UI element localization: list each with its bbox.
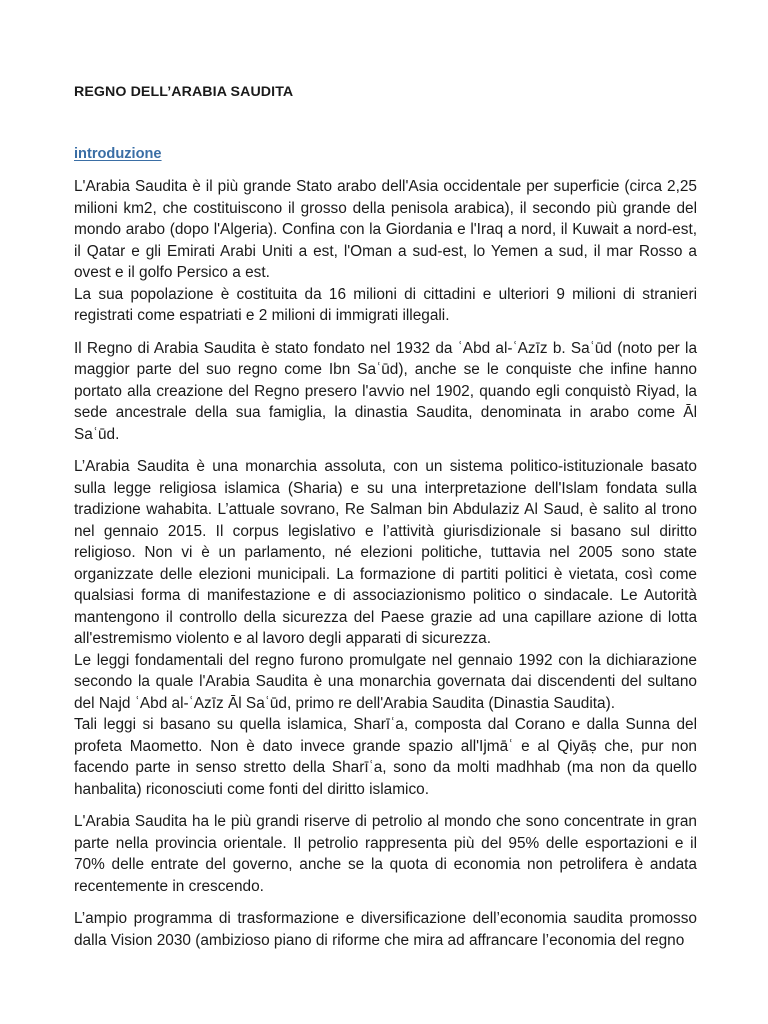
paragraph: L'Arabia Saudita ha le più grandi riserve di petrolio al mondo che sono concentrate in gran parte nella provincia orientale. Il petrolio rappresenta più del 95% delle esportazioni e il 70% delle entrate del governo, anche se la quota di economia non petrolifera è andata recentemente in crescendo. [74, 813, 697, 895]
paragraph: L’ampio programma di trasformazione e diversificazione dell’economia saudita promosso dalla Vision 2030 (ambizioso piano di riforme che mira ad affrancare l’economia del regno [74, 910, 697, 949]
paragraph: L'Arabia Saudita è il più grande Stato arabo dell'Asia occidentale per superficie (circa 2,25 milioni km2, che costituiscono il grosso della penisola arabica), il secondo più grande del mondo arabo (dopo l'Algeria). Confina con la Giordania e l'Iraq a nord, il Kuwait a nord-est, il Qatar e gli Emirati Arabi Uniti a est, l'Oman a sud-est, lo Yemen a sud, il mar Rosso a ovest e il golfo Persico a est. [74, 178, 697, 281]
section-heading-introduzione: introduzione [74, 145, 162, 162]
paragraph-block-4 [74, 811, 697, 897]
paragraph: Tali leggi si basano su quella islamica, Sharīʿa, composta dal Corano e dalla Sunna del profeta Maometto. Non è dato invece grande spazio all'Ijmāʿ e al Qiyāṣ che, pur non facendo parte in senso stretto della Sharīʿa, sono da molti madhhab (ma non da quello hanbalita) riconosciuti come fonti del diritto islamico. [74, 716, 697, 798]
document-body [74, 82, 697, 951]
paragraph-block-3 [74, 456, 697, 800]
paragraph-block-5 [74, 908, 697, 951]
paragraph: Il Regno di Arabia Saudita è stato fondato nel 1932 da ʿAbd al-ʿAzīz b. Saʿūd (noto per la maggior parte del suo regno come Ibn Saʿūd), anche se le conquiste che infine hanno portato alla creazione del Regno presero l'avvio nel 1902, quando egli conquistò Riyad, la sede ancestrale della sua famiglia, la dinastia Saudita, denominata in arabo come Āl Saʿūd. [74, 339, 697, 443]
paragraph: L’Arabia Saudita è una monarchia assoluta, con un sistema politico-istituzionale basato sulla legge religiosa islamica (Sharia) e su una interpretazione dell'Islam fondata sulla tradizione wahabita. L’attuale sovrano, Re Salman bin Abdulaziz Al Saud, è salito al trono nel gennaio 2015. Il corpus legislativo e l’attività giurisdizionale si basano sul diritto religioso. Non vi è un parlamento, né elezioni politiche, tuttavia nel 2005 sono state organizzate delle elezioni municipali. La formazione di partiti politici è vietata, così come qualsiasi forma di manifestazione e di associazionismo politico o sindacale. Le Autorità mantengono il controllo della sicurezza del Paese grazie ad una capillare azione di lotta all'estremismo violento e al lavoro degli apparati di sicurezza. [74, 458, 697, 647]
document-title: REGNO DELL’ARABIA SAUDITA [74, 84, 294, 100]
paragraph-block-1 [74, 176, 697, 327]
paragraph: La sua popolazione è costituita da 16 milioni di cittadini e ulteriori 9 milioni di stranieri registrati come espatriati e 2 milioni di immigrati illegali. [74, 285, 697, 324]
paragraph: Le leggi fondamentali del regno furono promulgate nel gennaio 1992 con la dichiarazione secondo la quale l'Arabia Saudita è una monarchia governata dai discendenti del sultano del Najd ʿAbd al-ʿAzīz Āl Saʿūd, primo re dell'Arabia Saudita (Dinastia Saudita). [74, 651, 697, 712]
paragraph-block-2 [74, 338, 697, 446]
